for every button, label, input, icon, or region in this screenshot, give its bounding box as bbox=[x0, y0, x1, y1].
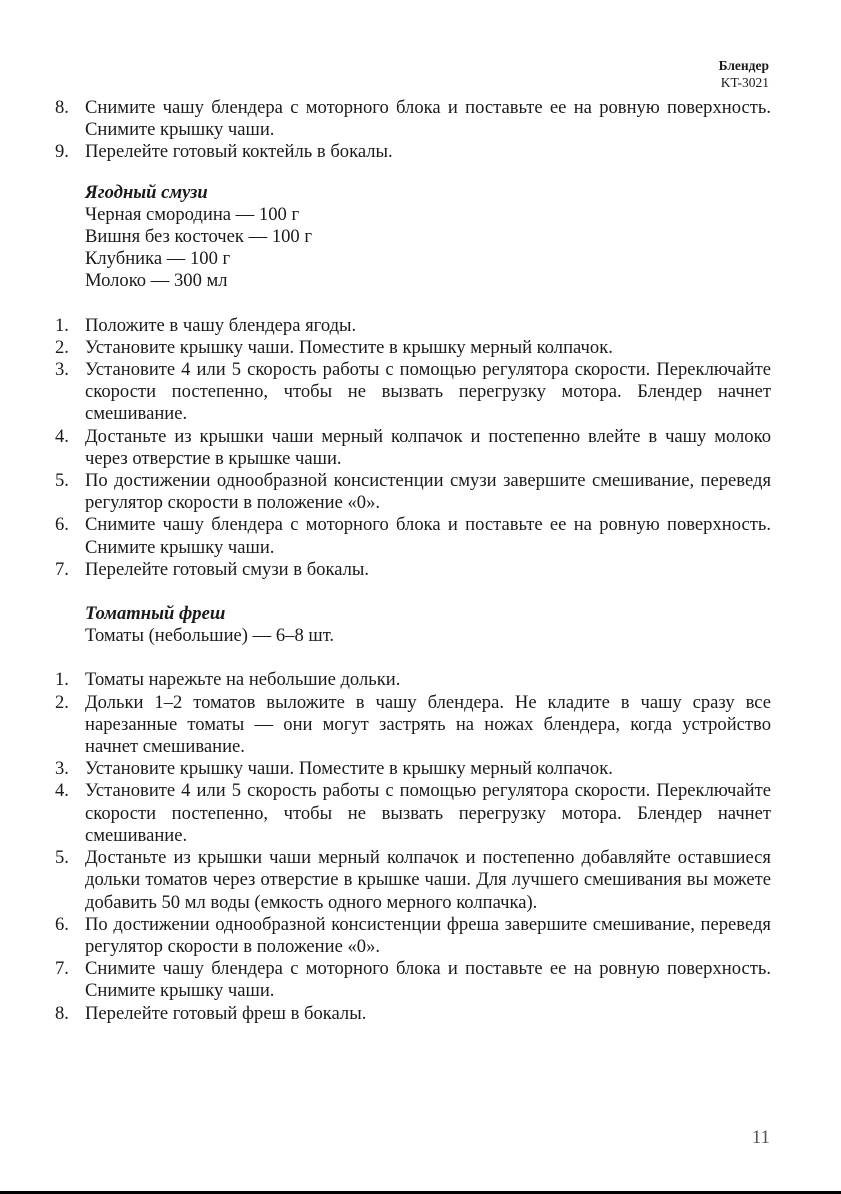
page-header bbox=[719, 57, 769, 91]
step-number: 6. bbox=[55, 913, 69, 935]
ingredient: Молоко — 300 мл bbox=[85, 270, 228, 292]
step-number: 1. bbox=[55, 669, 69, 691]
step-number: 5. bbox=[55, 470, 69, 492]
tomato-recipe bbox=[55, 603, 771, 647]
step-text: По достижении однообразной консистенции смузи завершите смешивание, переведя регулятор скорости в положение «0». bbox=[85, 470, 771, 514]
step-text: Перелейте готовый фреш в бокалы. bbox=[85, 1002, 367, 1024]
list-item bbox=[55, 359, 771, 426]
list-item bbox=[55, 514, 771, 558]
recipe-title: Томатный фреш bbox=[85, 603, 226, 625]
product-name: Блендер bbox=[718, 58, 769, 73]
ingredient: Томаты (небольшие) — 6–8 шт. bbox=[85, 625, 335, 647]
list-item bbox=[55, 669, 771, 691]
step-text: Достаньте из крышки чаши мерный колпачок и постепенно влейте в чашу молоко через отверстие в крышке чаши. bbox=[85, 425, 771, 469]
ingredient: Клубника — 100 г bbox=[85, 248, 231, 270]
recipe-title: Ягодный смузи bbox=[85, 181, 208, 203]
step-text: Снимите чашу блендера с моторного блока и поставьте ее на ровную поверхность. Снимите крышку чаши. bbox=[85, 958, 771, 1002]
tomato-steps-list bbox=[55, 669, 771, 1024]
list-item bbox=[55, 97, 771, 141]
berry-recipe bbox=[55, 182, 771, 293]
step-number: 7. bbox=[55, 958, 69, 980]
step-number: 6. bbox=[55, 514, 69, 536]
list-item bbox=[55, 141, 771, 163]
berry-steps-list bbox=[55, 315, 771, 581]
step-text: Перелейте готовый смузи в бокалы. bbox=[85, 558, 370, 580]
step-text: Установите крышку чаши. Поместите в крышку мерный колпачок. bbox=[85, 758, 613, 780]
step-text: Положите в чашу блендера ягоды. bbox=[85, 314, 357, 336]
list-item bbox=[55, 780, 771, 847]
step-number: 7. bbox=[55, 558, 69, 580]
step-number: 4. bbox=[55, 425, 69, 447]
step-text: Перелейте готовый коктейль в бокалы. bbox=[85, 141, 393, 163]
step-text: Установите крышку чаши. Поместите в крышку мерный колпачок. bbox=[85, 336, 613, 358]
step-text: Установите 4 или 5 скорость работы с помощью регулятора скорости. Переключайте скорости постепенно, чтобы не вызвать перегрузку мотора. Блендер начнет смешивание. bbox=[85, 359, 771, 425]
list-item bbox=[55, 758, 771, 780]
step-number: 2. bbox=[55, 336, 69, 358]
page-number: 11 bbox=[751, 1127, 770, 1148]
ingredient: Черная смородина — 100 г bbox=[85, 203, 300, 225]
list-item bbox=[55, 914, 771, 958]
model-number: KT-3021 bbox=[720, 75, 769, 90]
list-item bbox=[55, 692, 771, 759]
step-text: По достижении однообразной консистенции фреша завершите смешивание, переведя регулятор скорости в положение «0». bbox=[85, 913, 771, 957]
step-number: 2. bbox=[55, 691, 69, 713]
step-text: Дольки 1–2 томатов выложите в чашу блендера. Не кладите в чашу сразу все нарезанные томаты — они могут застрять на ножах блендера, когда устройство начнет смешивание. bbox=[85, 691, 771, 758]
step-text: Томаты нарежьте на небольшие дольки. bbox=[85, 669, 401, 691]
ingredient: Вишня без косточек — 100 г bbox=[85, 226, 313, 248]
list-item bbox=[55, 315, 771, 337]
step-number: 8. bbox=[55, 97, 69, 118]
step-text: Снимите чашу блендера с моторного блока и поставьте ее на ровную поверхность. Снимите крышку чаши. bbox=[85, 514, 771, 558]
step-text: Достаньте из крышки чаши мерный колпачок и постепенно добавляйте оставшиеся дольки томатов через отверстие в крышке чаши. Для лучшего смешивания вы можете добавить 50 мл воды (емкость одного мерного колпачка). bbox=[85, 847, 771, 913]
list-item bbox=[55, 426, 771, 470]
list-item bbox=[55, 1003, 771, 1025]
step-number: 3. bbox=[55, 758, 69, 780]
intro-steps-list bbox=[55, 97, 771, 164]
list-item bbox=[55, 559, 771, 581]
step-number: 9. bbox=[55, 141, 69, 163]
step-text: Снимите чашу блендера с моторного блока и поставьте ее на ровную поверхность. Снимите крышку чаши. bbox=[85, 97, 771, 141]
step-text: Установите 4 или 5 скорость работы с помощью регулятора скорости. Переключайте скорости постепенно, чтобы не вызвать перегрузку мотора. Блендер начнет смешивание. bbox=[85, 780, 771, 846]
list-item bbox=[55, 337, 771, 359]
page-content bbox=[55, 97, 771, 1025]
list-item bbox=[55, 847, 771, 914]
step-number: 3. bbox=[55, 359, 69, 381]
step-number: 4. bbox=[55, 780, 69, 802]
step-number: 1. bbox=[55, 314, 69, 336]
step-number: 8. bbox=[55, 1002, 69, 1024]
step-number: 5. bbox=[55, 847, 69, 869]
list-item bbox=[55, 958, 771, 1002]
list-item bbox=[55, 470, 771, 514]
